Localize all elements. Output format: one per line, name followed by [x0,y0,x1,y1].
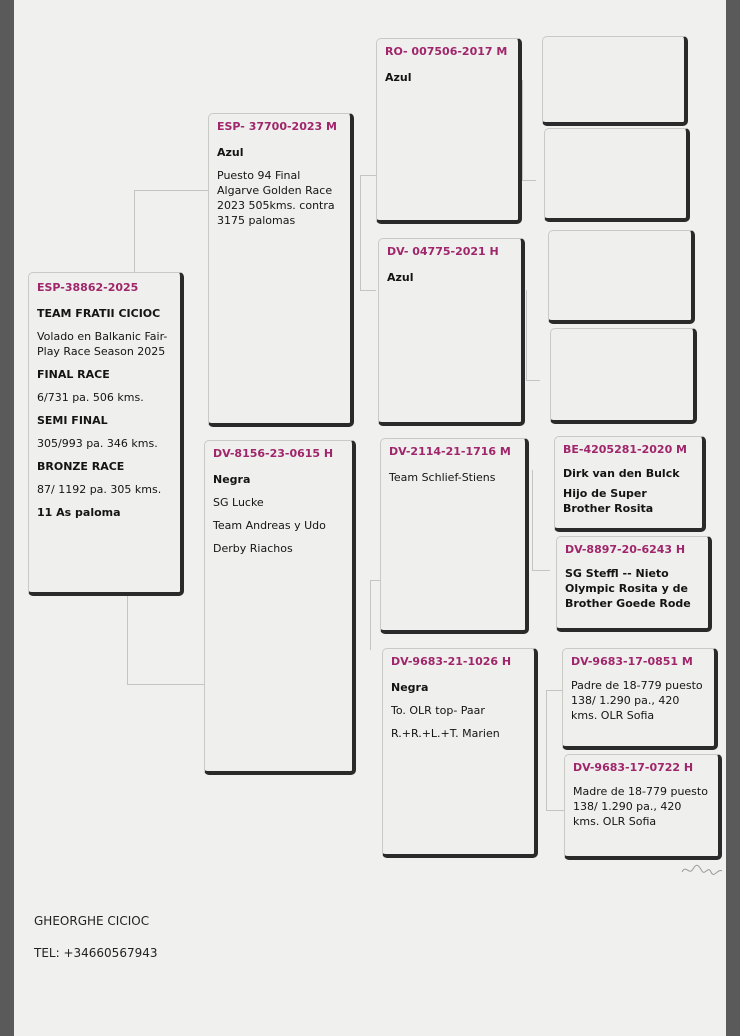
connector-line [134,190,135,274]
connector-line [360,290,376,291]
info-line: R.+R.+L.+T. Marien [391,727,500,740]
info-line: Volado en Balkanic Fair-Play Race Season 2025 [37,330,168,358]
sire-info [217,145,342,228]
dam-sire-sire-box [554,436,706,532]
dam-dam-dam-ring: DV-9683-17-0722 H [573,761,694,774]
sire-sire-info [385,70,510,85]
dam-dam-dam-box [564,754,722,860]
sire-sire-ring: RO- 007506-2017 M [385,45,508,58]
dam-sire-sire-info [563,466,694,516]
connector-line [360,175,376,176]
info-line: Azul [387,271,414,284]
subject-box [28,272,184,596]
info-line: Dirk van den Bulck [563,467,680,480]
dam-ring: DV-8156-23-0615 H [213,447,334,460]
info-line: FINAL RACE [37,368,110,381]
connector-line [526,380,540,381]
dam-dam-info [391,680,526,741]
info-line: Azul [385,71,412,84]
dam-sire-dam-box [556,536,712,632]
sire-dam-box [378,238,525,426]
info-line: TEAM FRATII CICIOC [37,307,161,320]
dam-sire-info [389,470,517,485]
subject-ring: ESP-38862-2025 [37,281,139,294]
connector-line [522,180,536,181]
dam-dam-sire-ring: DV-9683-17-0851 M [571,655,693,668]
breeder-phone: TEL: +34660567943 [34,946,158,960]
info-line: Azul [217,146,244,159]
signature-scribble [680,862,724,878]
info-line: To. OLR top- Paar [391,704,485,717]
info-line: Madre de 18-779 puesto 138/ 1.290 pa., 420 kms. OLR Sofia [573,785,708,828]
connector-line [370,580,371,650]
info-line: Puesto 94 Final Algarve Golden Race 2023 505kms. contra 3175 palomas [217,169,335,227]
info-line: SEMI FINAL [37,414,108,427]
pedigree-sheet [14,0,726,1036]
info-line: SG Lucke [213,496,264,509]
dam-dam-ring: DV-9683-21-1026 H [391,655,512,668]
dam-info [213,472,344,556]
breeder-name: GHEORGHE CICIOC [34,914,150,928]
info-line: Team Andreas y Udo [213,519,326,532]
dam-sire-dam-ring: DV-8897-20-6243 H [565,543,686,556]
sire-dam-dam-box [550,328,697,424]
sire-sire-sire-box [542,36,688,126]
sire-sire-box [376,38,522,224]
dam-sire-sire-ring: BE-4205281-2020 M [563,443,687,456]
info-line: 11 As paloma [37,506,121,519]
dam-dam-sire-info [571,678,706,723]
dam-dam-box [382,648,538,858]
sire-ring: ESP- 37700-2023 M [217,120,337,133]
dam-sire-box [380,438,529,634]
info-line: BRONZE RACE [37,460,125,473]
info-line: Derby Riachos [213,542,293,555]
dam-sire-dam-info [565,566,700,611]
connector-line [522,80,523,180]
connector-line [546,690,547,810]
sire-dam-ring: DV- 04775-2021 H [387,245,499,258]
dam-dam-dam-info [573,784,710,829]
info-line: Team Schlief-Stiens [389,471,496,484]
sire-dam-sire-box [548,230,695,324]
connector-line [360,175,361,290]
subject-info [37,306,172,520]
info-line: 305/993 pa. 346 kms. [37,437,158,450]
sire-sire-dam-box [544,128,690,222]
info-line: Padre de 18-779 puesto 138/ 1.290 pa., 420 kms. OLR Sofia [571,679,703,722]
info-line: 87/ 1192 pa. 305 kms. [37,483,162,496]
connector-line [546,810,564,811]
info-line: Negra [391,681,429,694]
connector-line [532,570,550,571]
sire-dam-info [387,270,513,285]
info-line: Hijo de Super Brother Rosita [563,487,654,515]
info-line: Negra [213,473,251,486]
dam-dam-sire-box [562,648,718,750]
dam-sire-ring: DV-2114-21-1716 M [389,445,511,458]
connector-line [127,594,128,684]
connector-line [532,470,533,570]
dam-box [204,440,356,775]
connector-line [127,684,205,685]
connector-line [526,290,527,380]
info-line: 6/731 pa. 506 kms. [37,391,144,404]
info-line: SG Steffl -- Nieto Olympic Rosita y de Brother Goede Rode [565,567,691,610]
sire-box [208,113,354,427]
connector-line [134,190,208,191]
